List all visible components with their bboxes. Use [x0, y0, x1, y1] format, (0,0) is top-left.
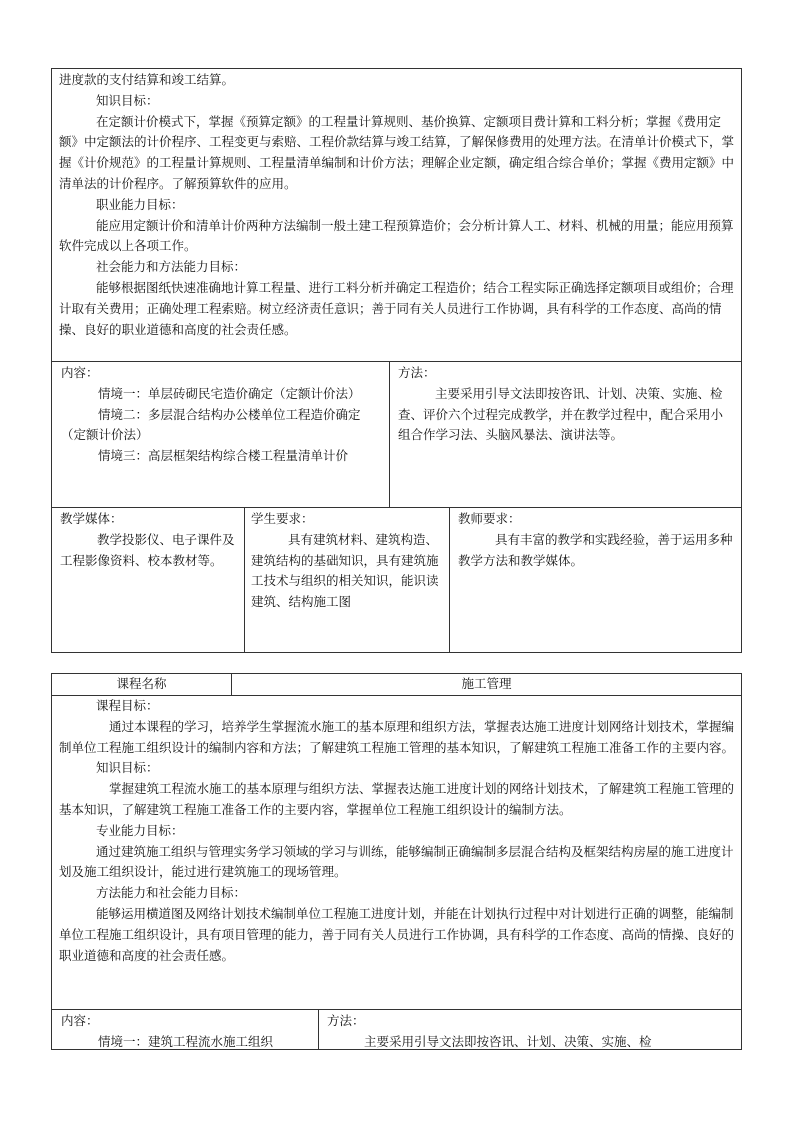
text-line: 进度款的支付结算和竣工结算。 [59, 72, 235, 87]
student-label: 学生要求： [251, 511, 314, 526]
objectives-cell [52, 69, 741, 361]
media-text: 教学投影仪、电子课件及工程影像资料、校本教材等。 [60, 531, 235, 568]
teacher-text: 具有丰富的教学和实践经验，善于运用多种教学方法和教学媒体。 [458, 531, 733, 568]
pro-text: 通过建筑施工组织与管理实务学习领域的学习与训练，能够编制正确编制多层混合结构及框架结构房屋的施工进度计划及施工组织设计，能过进行建筑施工的现场管理。 [59, 843, 734, 880]
goals-cell [52, 696, 741, 1009]
content-item: 情境三：高层框架结构综合楼工程量清单计价 [98, 448, 349, 464]
content-item: 情境一：建筑工程流水施工组织 [98, 1033, 274, 1049]
course-table-2 [51, 673, 742, 1050]
goal-text: 通过本课程的学习，培养学生掌握流水施工的基本原理和组织方法，掌握表达施工进度计划网络计划技术，掌握编制单位工程施工组织设计的编制内容和方法；了解建筑工程施工管理的基本知识，了解建筑工程施工准备工作的主要内容。 [59, 718, 735, 755]
media-cell [52, 508, 244, 652]
teacher-label: 教师要求： [458, 511, 521, 526]
content-item: 情境二：多层混合结构办公楼单位工程造价确定（定额计价法） [61, 406, 361, 443]
course-name-value-cell [232, 674, 741, 695]
content-label: 内容： [61, 365, 99, 380]
social-text: 能够运用横道图及网络计划技术编制单位工程施工进度计划，并能在计划执行过程中对计划进行正确的调整，能编制单位工程施工组织设计，具有项目管理的能力，善于同有关人员进行工作协调，具有科学的工作态度、高尚的情操、良好的职业道德和高度的社会责任感。 [59, 905, 735, 963]
content-cell [52, 362, 389, 507]
course-name-label: 课程名称 [116, 676, 167, 691]
course-table-1 [51, 68, 742, 653]
goal-heading: 课程目标： [96, 698, 159, 713]
vocational-heading: 职业能力目标： [96, 196, 184, 212]
social-heading: 方法能力和社会能力目标： [96, 885, 247, 901]
knowledge-heading: 知识目标： [96, 760, 159, 776]
content-item: 情境一：单层砖砌民宅造价确定（定额计价法） [98, 385, 361, 401]
course-name-label-cell [52, 674, 231, 695]
content-cell [52, 1010, 318, 1049]
knowledge-text: 掌握建筑工程流水施工的基本原理与组织方法、掌握表达施工进度计划的网络计划技术，了解建筑工程施工管理的基本知识，了解建筑工程施工准备工作的主要内容，掌握单位工程施工组织设计的编制方法。 [59, 781, 735, 817]
method-cell [390, 362, 741, 507]
social-text: 能够根据图纸快速准确地计算工程量、进行工料分析并确定工程造价；结合工程实际正确选择定额项目或组价；合理计取有关费用；正确处理工程索赔。树立经济责任意识；善于同有关人员进行工作协调，具有科学的工作态度、高尚的情操、良好的职业道德和高度的社会责任感。 [59, 279, 734, 337]
method-text: 主要采用引导文法即按咨讯、计划、决策、实施、检 [364, 1033, 652, 1049]
content-label: 内容： [61, 1013, 99, 1028]
method-cell [319, 1010, 741, 1049]
social-heading: 社会能力和方法能力目标： [96, 259, 247, 275]
knowledge-heading: 知识目标： [96, 92, 159, 108]
knowledge-text: 在定额计价模式下，掌握《预算定额》的工程量计算规则、基价换算、定额项目费计算和工料分析；掌握《费用定额》中定额法的计价程序、工程变更与索赔、工程价款结算与竣工结算，了解保修费用的处理方法。在清单计价模式下，掌握《计价规范》的工程量计算规则、工程量清单编制和计价方法；理解企业定额，确定组合综合单价；掌握《费用定额》中清单法的计价程序。了解预算软件的应用。 [59, 113, 735, 191]
vocational-text: 能应用定额计价和清单计价两种方法编制一般土建工程预算造价；会分析计算人工、材料、机械的用量；能应用预算软件完成以上各项工作。 [59, 217, 734, 254]
method-label: 方法： [327, 1013, 365, 1028]
method-text: 主要采用引导文法即按咨讯、计划、决策、实施、检查、评价六个过程完成教学，并在教学过程中，配合采用小组合作学习法、头脑风暴法、演讲法等。 [398, 385, 724, 443]
student-cell [245, 508, 449, 652]
teacher-cell [450, 508, 741, 652]
course-name-value: 施工管理 [461, 676, 512, 691]
student-text: 具有建筑材料、建筑构造、建筑结构的基础知识，具有建筑施工技术与组织的相关知识，能识读建筑、结构施工图 [251, 531, 439, 610]
media-label: 教学媒体： [60, 511, 123, 526]
method-label: 方法： [398, 365, 436, 380]
pro-heading: 专业能力目标： [96, 822, 184, 838]
